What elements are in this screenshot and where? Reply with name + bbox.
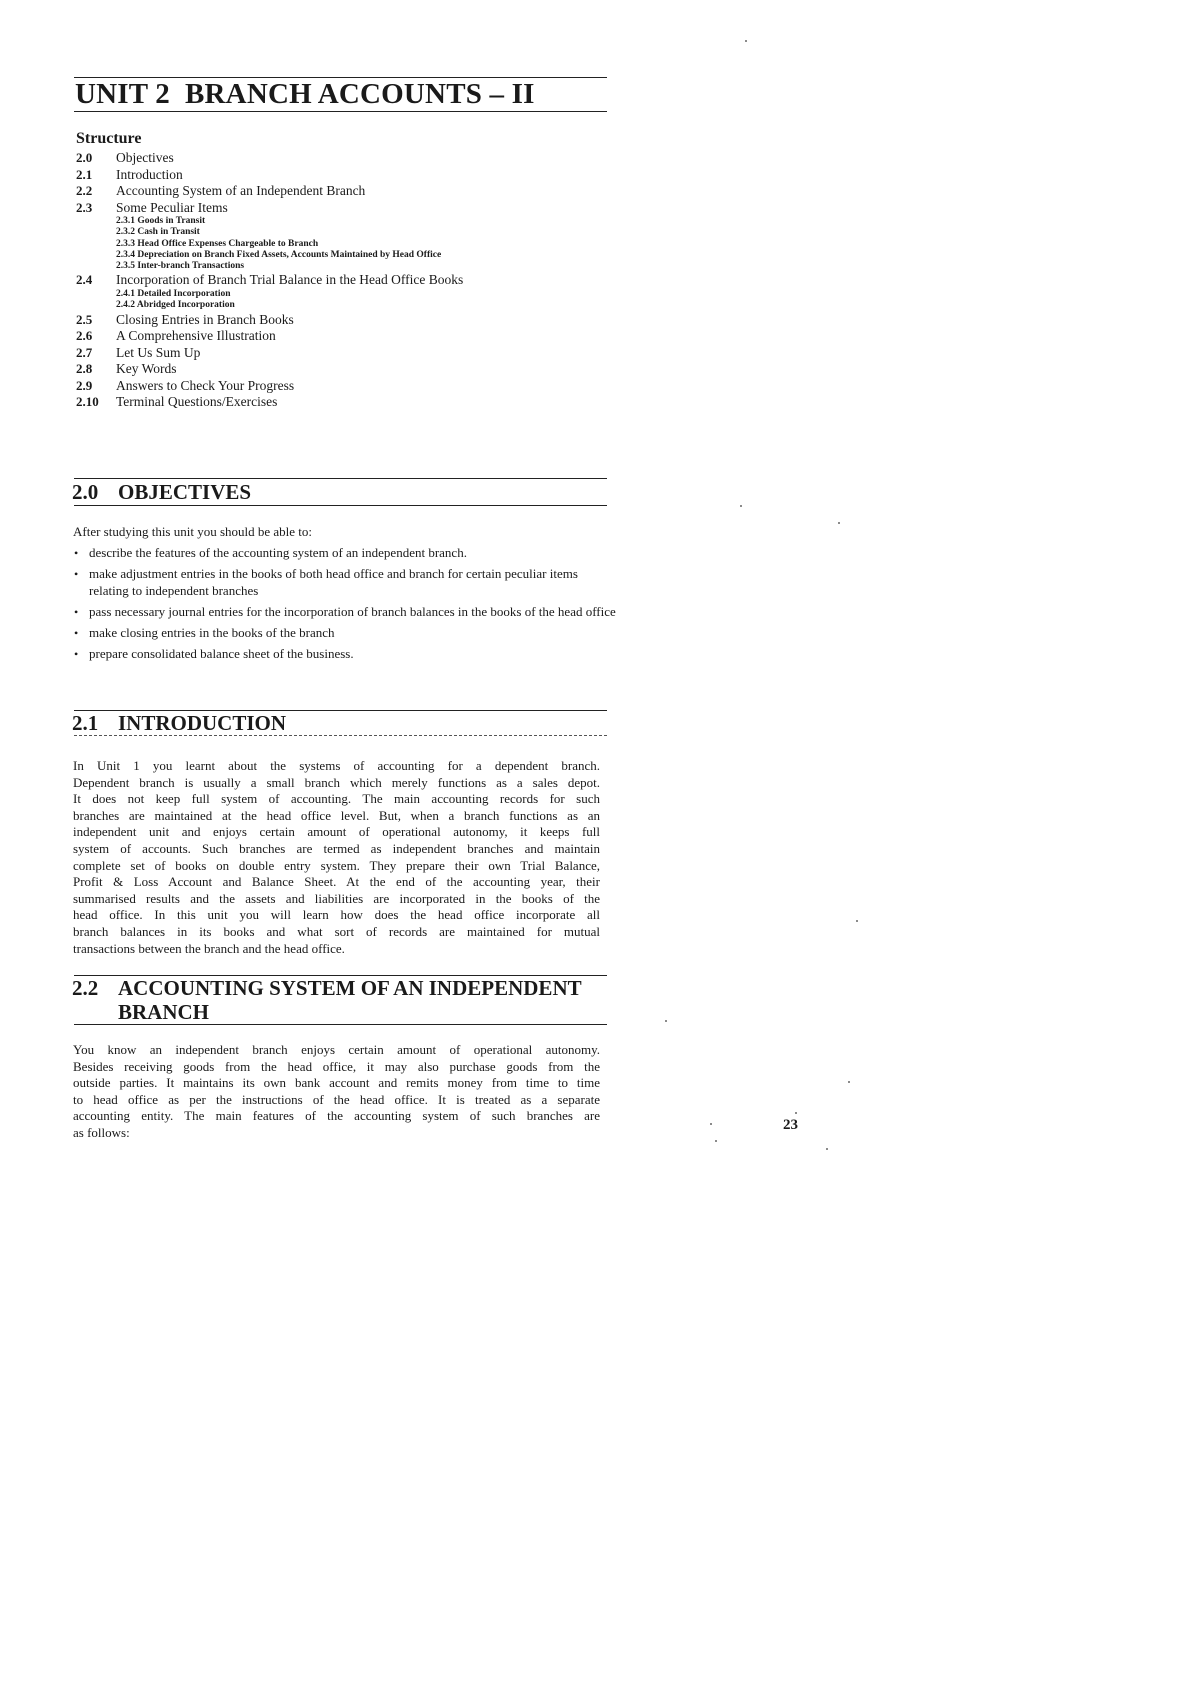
toc-item-title: Accounting System of an Independent Branch xyxy=(116,183,366,198)
objective-bullet xyxy=(73,566,618,599)
introduction-heading xyxy=(72,711,286,736)
accounting-system-title-line2: BRANCH xyxy=(118,1000,210,1024)
objective-bullet-text: pass necessary journal entries for the incorporation of branch balances in the books of the head office xyxy=(89,603,616,619)
toc-item-number: 2.3 xyxy=(76,199,93,215)
objective-bullet-text: make adjustment entries in the books of both head office and branch for certain peculiar items relating to independent branches xyxy=(89,566,578,598)
unit-number: UNIT 2 xyxy=(75,78,170,110)
toc-item xyxy=(76,167,636,184)
scan-speck xyxy=(710,1123,712,1125)
paragraph-line: summarised results and the assets and liabilities are incorporated in the books of the xyxy=(73,890,600,906)
paragraph-line: head office. In this unit you will learn how does the head office incorporate all xyxy=(73,907,600,923)
scan-speck xyxy=(665,1020,667,1022)
paragraph-line: as follows: xyxy=(73,1124,130,1140)
toc-item xyxy=(76,200,636,217)
toc-item xyxy=(76,150,636,167)
accounting-system-number: 2.2 xyxy=(72,976,99,1000)
toc-item-number: 2.7 xyxy=(76,344,93,360)
objective-bullet-text: prepare consolidated balance sheet of the business. xyxy=(89,645,354,661)
paragraph-line: to head office as per the instructions of the head office. It is treated as a separate xyxy=(73,1091,600,1107)
paragraph-line: You know an independent branch enjoys certain amount of operational autonomy. xyxy=(73,1042,600,1057)
toc-item-number: 2.6 xyxy=(76,328,93,344)
toc-item-number: 2.9 xyxy=(76,377,93,393)
toc-subitem-title: 2.4.1 Detailed Incorporation xyxy=(116,288,231,299)
bullet-dot-icon: • xyxy=(74,546,79,560)
toc-item-title: Introduction xyxy=(116,166,183,182)
objectives-top-rule xyxy=(74,478,607,479)
toc-item-number: 2.2 xyxy=(76,183,93,198)
paragraph-line: branch balances in its books and what sort of records are maintained for mutual xyxy=(73,923,600,939)
toc-item xyxy=(76,183,636,200)
objectives-title: OBJECTIVES xyxy=(118,480,252,504)
objectives-bottom-rule xyxy=(74,505,607,506)
paragraph-line: complete set of books on double entry system. They prepare their own Trial Balance, xyxy=(73,857,600,873)
accounting-system-title-line1: ACCOUNTING SYSTEM OF AN INDEPENDENT xyxy=(118,976,582,1000)
toc-item-number: 2.8 xyxy=(76,361,93,377)
toc-item-title: Objectives xyxy=(116,150,174,165)
toc-item-title: Terminal Questions/Exercises xyxy=(116,394,278,410)
title-bottom-rule xyxy=(74,111,607,112)
toc-item-number: 2.4 xyxy=(76,272,93,288)
toc-item-title: A Comprehensive Illustration xyxy=(116,328,276,344)
bullet-dot-icon: • xyxy=(74,567,79,582)
objective-bullet xyxy=(73,646,618,663)
objectives-intro xyxy=(73,524,600,541)
toc-subitem-title: 2.3.1 Goods in Transit xyxy=(116,216,206,226)
accounting-system-heading xyxy=(72,976,582,1001)
objective-bullet-text: make closing entries in the books of the branch xyxy=(89,624,335,640)
toc-item xyxy=(76,272,636,289)
objective-bullet xyxy=(73,545,618,562)
paragraph-line: branches are maintained at the head office level. But, when a branch functions as an xyxy=(73,807,600,823)
toc-item-title: Answers to Check Your Progress xyxy=(116,377,295,393)
scan-speck xyxy=(715,1140,717,1142)
paragraph-line: system of accounts. Such branches are termed as independent branches and maintain xyxy=(73,840,600,856)
table-of-contents xyxy=(76,150,636,411)
toc-subitem xyxy=(76,216,636,227)
toc-item-number: 2.5 xyxy=(76,311,93,327)
paragraph-line: Profit & Loss Account and Balance Sheet. At the end of the accounting year, their xyxy=(73,874,600,890)
toc-item xyxy=(76,378,636,395)
paragraph-line: independent unit and enjoys certain amount of operational autonomy, it keeps full xyxy=(73,824,600,840)
toc-subitem xyxy=(76,300,636,311)
toc-subitem-title: 2.3.4 Depreciation on Branch Fixed Assets, Accounts Maintained by Head Office xyxy=(116,249,442,260)
objective-bullet xyxy=(73,625,618,642)
paragraph-line: It does not keep full system of accounting. The main accounting records for such xyxy=(73,791,600,807)
toc-subitem xyxy=(76,239,636,250)
toc-subitem xyxy=(76,250,636,261)
toc-item xyxy=(76,312,636,329)
paragraph-line: transactions between the branch and the head office. xyxy=(73,940,345,956)
objectives-intro-text: After studying this unit you should be able to: xyxy=(73,524,313,539)
introduction-bottom-rule xyxy=(74,735,607,736)
toc-item-number: 2.10 xyxy=(76,394,99,410)
toc-item-number: 2.1 xyxy=(76,166,93,182)
toc-subitem-title: 2.3.5 Inter-branch Transactions xyxy=(116,261,245,272)
scan-speck xyxy=(795,1112,797,1114)
scan-speck xyxy=(740,505,742,507)
accounting-system-heading-line2 xyxy=(118,1000,209,1025)
toc-subitem xyxy=(76,227,636,238)
objective-bullet-text: describe the features of the accounting system of an independent branch. xyxy=(89,545,467,560)
bullet-dot-icon: • xyxy=(74,625,79,640)
introduction-title: INTRODUCTION xyxy=(118,711,287,735)
toc-subitem xyxy=(76,261,636,272)
accounting-system-paragraph xyxy=(73,1042,600,1142)
toc-subitem-title: 2.3.3 Head Office Expenses Chargeable to Branch xyxy=(116,238,319,249)
objective-bullet xyxy=(73,604,618,621)
accounting-system-bottom-rule xyxy=(74,1024,607,1025)
objectives-list xyxy=(73,545,618,667)
paragraph-line: Besides receiving goods from the head office, it may also purchase goods from the xyxy=(73,1058,600,1074)
toc-subitem-title: 2.3.2 Cash in Transit xyxy=(116,227,200,238)
scan-speck xyxy=(826,1148,828,1150)
introduction-number: 2.1 xyxy=(72,711,99,735)
toc-item-title: Let Us Sum Up xyxy=(116,344,201,360)
unit-title xyxy=(75,78,615,111)
bullet-dot-icon: • xyxy=(74,646,79,661)
toc-subitem-title: 2.4.2 Abridged Incorporation xyxy=(116,300,235,311)
scan-speck xyxy=(838,522,840,524)
toc-item-title: Incorporation of Branch Trial Balance in the Head Office Books xyxy=(116,272,464,288)
toc-item xyxy=(76,361,636,378)
objectives-heading xyxy=(72,480,251,505)
paragraph-line: outside parties. It maintains its own bank account and remits money from time to time xyxy=(73,1075,600,1091)
toc-item-title: Key Words xyxy=(116,361,177,377)
toc-item-title: Closing Entries in Branch Books xyxy=(116,311,294,327)
scan-speck xyxy=(848,1081,850,1083)
toc-subitem xyxy=(76,289,636,300)
page-number: 23 xyxy=(783,1117,798,1133)
objectives-number: 2.0 xyxy=(72,480,99,504)
toc-item xyxy=(76,345,636,362)
toc-item-title: Some Peculiar Items xyxy=(116,199,228,215)
paragraph-line: accounting entity. The main features of the accounting system of such branches are xyxy=(73,1108,600,1124)
bullet-dot-icon: • xyxy=(74,604,79,619)
unit-title-text: BRANCH ACCOUNTS – II xyxy=(185,78,535,110)
structure-heading: Structure xyxy=(76,130,142,147)
scan-speck xyxy=(856,920,858,922)
toc-item-number: 2.0 xyxy=(76,150,93,165)
toc-item xyxy=(76,394,636,411)
paragraph-line: In Unit 1 you learnt about the systems of accounting for a dependent branch. xyxy=(73,758,600,773)
scan-speck xyxy=(745,40,747,42)
paragraph-line: Dependent branch is usually a small branch which merely functions as a sales depot. xyxy=(73,774,600,790)
introduction-paragraph xyxy=(73,758,600,957)
toc-item xyxy=(76,328,636,345)
